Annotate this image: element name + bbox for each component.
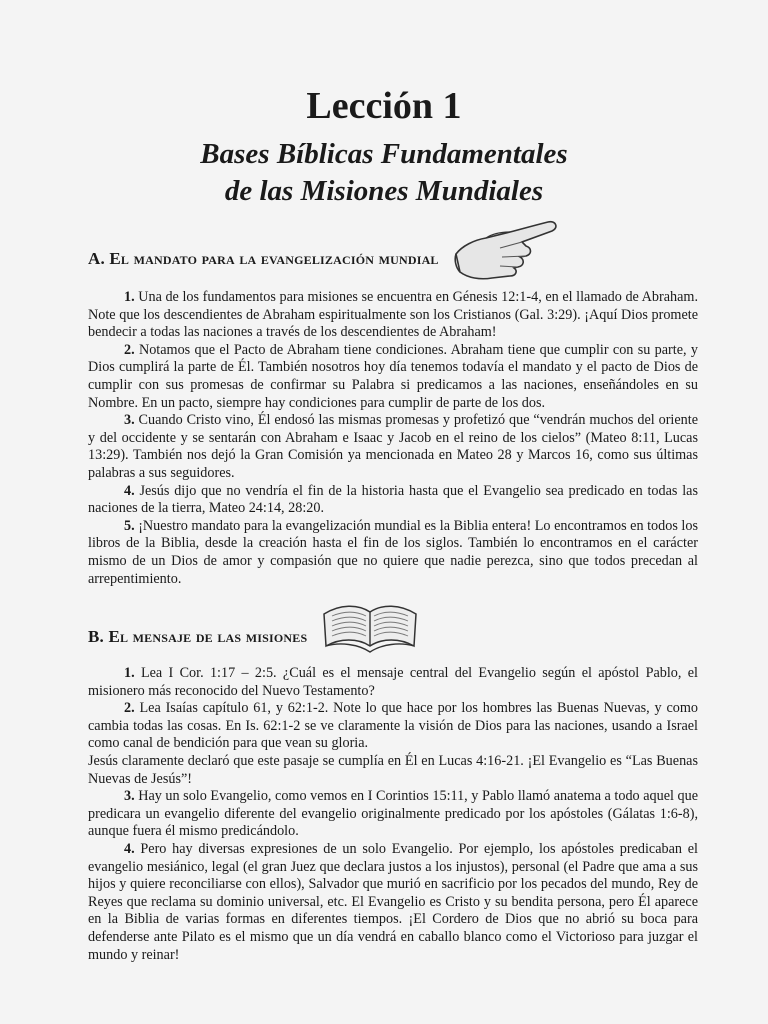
section-a-paragraph	[88, 412, 698, 482]
subtitle-line-1: Bases Bíblicas Fundamentales	[200, 138, 568, 170]
paragraph-text: Lea Isaías capítulo 61, y 62:1-2. Note lo que hace por los hombres las Buenas Nuevas, y como cambia todas las cosas. En Is. 62:1-2 se ve claramente la visión de Dios para las naciones, usando a Israel como canal de bendición para que vean su gloria.	[88, 700, 698, 752]
pointing-hand-icon	[452, 210, 560, 288]
section-b-paragraph	[88, 700, 698, 753]
paragraph-text: Lea I Cor. 1:17 – 2:5. ¿Cuál es el mensaje central del Evangelio según el apóstol Pablo, el misionero más reconocido del Nuevo Testamento?	[88, 665, 698, 699]
paragraph-number: 1.	[124, 665, 135, 681]
paragraph-text: Pero hay diversas expresiones de un solo Evangelio. Por ejemplo, los apóstoles predicaban el evangelio mesiánico, legal (el gran Juez que declara justos a los injustos), personal (el Padre que ama a sus hijos y quiere reconciliarse con ellos), Salvador que murió en sacrificio por los pecados del mundo, Rey de Reyes que reclama su dominio universal, etc. El Evangelio es Cristo y su bendita persona, pero Él aparece en la Biblia de varias formas en diferentes tiempos. ¡El Cordero de Dios que no abrió su boca para defenderse ante Pilato es el mismo que un día vendrá en caballo blanco como el Victorioso para juzgar el mundo y reinar!	[88, 840, 698, 963]
paragraph-number: 3.	[124, 412, 135, 429]
open-book-icon	[318, 596, 422, 656]
paragraph-text: Hay un solo Evangelio, como vemos en I Corintios 15:11, y Pablo llamó anatema a todo aquel que predicara un evangelio diferente del evangelio originalmente predicado por los apóstoles (Gálatas 1:6-8), aunque fuera él mismo predicándolo.	[88, 788, 698, 840]
subtitle-line-2: de las Misiones Mundiales	[224, 175, 544, 207]
paragraph-text: ¡Nuestro mandato para la evangelización mundial es la Biblia entera! Lo encontramos en todos los libros de la Biblia, desde la creación hasta el fin de los siglos. También lo encontramos en el carácter mismo de un Dios de amor y compasión que no quiere que nadie perezca, sino que todos precedan al arrepentimiento.	[88, 517, 698, 587]
paragraph-number: 1.	[124, 289, 135, 305]
section-b-paragraph	[88, 665, 698, 700]
lesson-title: Lección 1	[306, 85, 462, 127]
paragraph-text: Notamos que el Pacto de Abraham tiene condiciones. Abraham tiene que cumplir con su parte, y Dios cumplirá la parte de Él. También nosotros hoy día tenemos todavía el mandato y el pacto de Dios de cumplir con sus promesas de confirmar su Palabra si predicamos a las naciones, enseñándoles en su Nombre. En un pacto, siempre hay condiciones para cumplir de parte de los dos.	[88, 341, 698, 411]
section-b-paragraph	[88, 753, 698, 788]
section-a-paragraph	[88, 518, 698, 588]
section-b-paragraph	[88, 841, 698, 964]
paragraph-number: 4.	[124, 840, 135, 857]
section-b-body	[88, 665, 698, 964]
paragraph-number: 2.	[124, 700, 135, 717]
section-a-paragraph	[88, 483, 698, 518]
section-a-paragraph	[88, 289, 698, 342]
section-a-body	[88, 289, 698, 588]
paragraph-number: 4.	[124, 482, 135, 499]
paragraph-number: 3.	[124, 788, 135, 805]
paragraph-text: Jesús claramente declaró que este pasaje se cumplía en Él en Lucas 4:16-21. ¡El Evangelio es “Las Buenas Nuevas de Jesús”!	[88, 752, 698, 787]
paragraph-text: Una de los fundamentos para misiones se encuentra en Génesis 12:1-4, en el llamado de Abraham. Note que los descendientes de Abraham espiritualmente son los Cristianos (Gal. 3:29). ¡Aquí Dios promete bendecir a todas las naciones a través de los descendientes de Abraham!	[88, 289, 698, 341]
paragraph-number: 5.	[124, 517, 135, 534]
section-a-paragraph	[88, 342, 698, 412]
paragraph-text: Jesús dijo que no vendría el fin de la historia hasta que el Evangelio sea predicado en todas las naciones de la tierra, Mateo 24:14, 28:20.	[88, 482, 698, 517]
section-b-heading: B. El mensaje de las misiones	[88, 627, 308, 646]
section-a-heading: A. El mandato para la evangelización mundial	[88, 249, 439, 268]
paragraph-number: 2.	[124, 341, 135, 358]
section-b-paragraph	[88, 788, 698, 841]
lesson-subtitle	[0, 136, 768, 210]
paragraph-text: Cuando Cristo vino, Él endosó las mismas promesas y profetizó que “vendrán muchos del oriente y del occidente y se sentarán con Abraham e Isaac y Jacob en el reino de los cielos” (Mateo 8:11, Lucas 13:29). También nos dejó la Gran Comisión ya mencionada en Mateo 28 y Marcos 16, como sus últimas palabras a sus seguidores.	[88, 412, 698, 481]
